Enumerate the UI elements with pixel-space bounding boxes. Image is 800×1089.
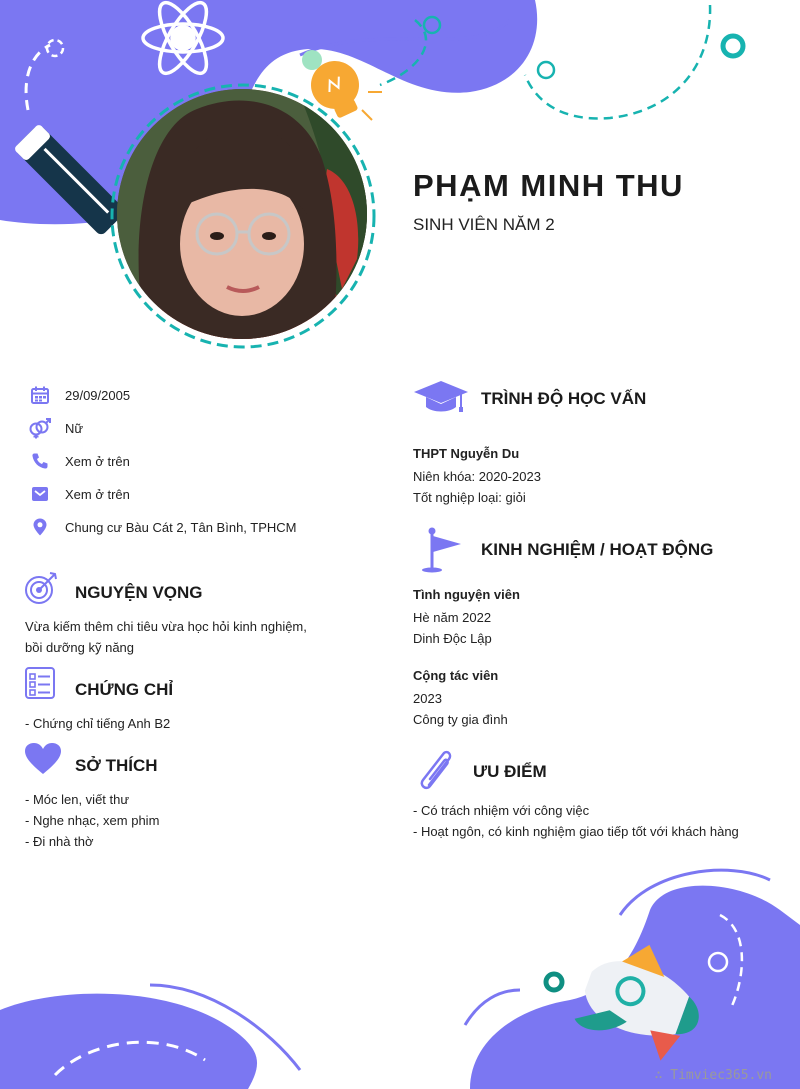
full-name: PHẠM MINH THU	[413, 168, 684, 203]
checklist-icon	[24, 666, 58, 700]
hobbies-title: SỞ THÍCH	[75, 756, 158, 775]
education-period: Niên khóa: 2020-2023	[413, 469, 541, 484]
profile-photo	[117, 89, 367, 339]
email-icon	[28, 482, 52, 506]
education-title: TRÌNH ĐỘ HỌC VẤN	[481, 389, 647, 408]
heart-icon	[24, 742, 62, 776]
aspiration-line-1: Vừa kiếm thêm chi tiêu vừa học hỏi kinh nghiệm,	[25, 619, 307, 634]
aspiration-title: NGUYỆN VỌNG	[75, 583, 203, 602]
job-title: SINH VIÊN NĂM 2	[413, 215, 555, 234]
experience-role-2: Cộng tác viên	[413, 668, 499, 683]
phone-text: Xem ở trên	[65, 453, 130, 469]
contact-phone-row	[28, 449, 130, 473]
contact-gender-row	[28, 416, 83, 440]
target-icon	[24, 570, 60, 606]
hobby-item-2: - Nghe nhạc, xem phim	[25, 813, 160, 828]
email-text: Xem ở trên	[65, 486, 130, 502]
education-grade: Tốt nghiệp loại: giỏi	[413, 490, 526, 505]
experience-place-2: Công ty gia đình	[413, 712, 508, 727]
gender-icon	[28, 416, 52, 440]
gender-text: Nữ	[65, 420, 84, 436]
experience-place-1: Dinh Độc Lập	[413, 631, 492, 646]
location-pin-icon	[28, 515, 52, 539]
calendar-icon	[28, 383, 52, 407]
portrait-image	[117, 89, 367, 339]
contact-email-row	[28, 482, 130, 506]
certificates-title: CHỨNG CHỈ	[75, 680, 174, 699]
strength-item-2: - Hoạt ngôn, có kinh nghiệm giao tiếp tốt với khách hàng	[413, 824, 739, 839]
education-school: THPT Nguyễn Du	[413, 446, 520, 461]
hobby-item-1: - Móc len, viết thư	[25, 792, 130, 807]
watermark-dots-icon: ∴	[654, 1068, 671, 1083]
phone-icon	[28, 449, 52, 473]
certificate-item: - Chứng chỉ tiếng Anh B2	[25, 716, 171, 731]
brand-text: Timviec365.vn	[670, 1068, 772, 1083]
experience-time-1: Hè năm 2022	[413, 610, 492, 625]
strengths-title: ƯU ĐIỂM	[473, 762, 547, 781]
contact-dob-row	[28, 383, 130, 407]
footer-decoration	[0, 860, 800, 1089]
experience-time-2: 2023	[413, 691, 442, 706]
address-text: Chung cư Bàu Cát 2, Tân Bình, TPHCM	[65, 519, 297, 535]
strength-item-1: - Có trách nhiệm với công việc	[413, 803, 590, 818]
experience-role-1: Tình nguyện viên	[413, 587, 520, 602]
hobby-item-3: - Đi nhà thờ	[25, 834, 94, 849]
contact-address-row	[28, 515, 297, 539]
paperclip-icon	[415, 749, 459, 793]
flag-icon	[420, 527, 462, 573]
aspiration-line-2: bồi dưỡng kỹ năng	[25, 640, 135, 655]
brand-watermark	[655, 1068, 772, 1083]
dob-text: 29/09/2005	[65, 387, 131, 403]
graduation-cap-icon	[413, 380, 469, 414]
experience-title: KINH NGHIỆM / HOẠT ĐỘNG	[481, 540, 714, 559]
